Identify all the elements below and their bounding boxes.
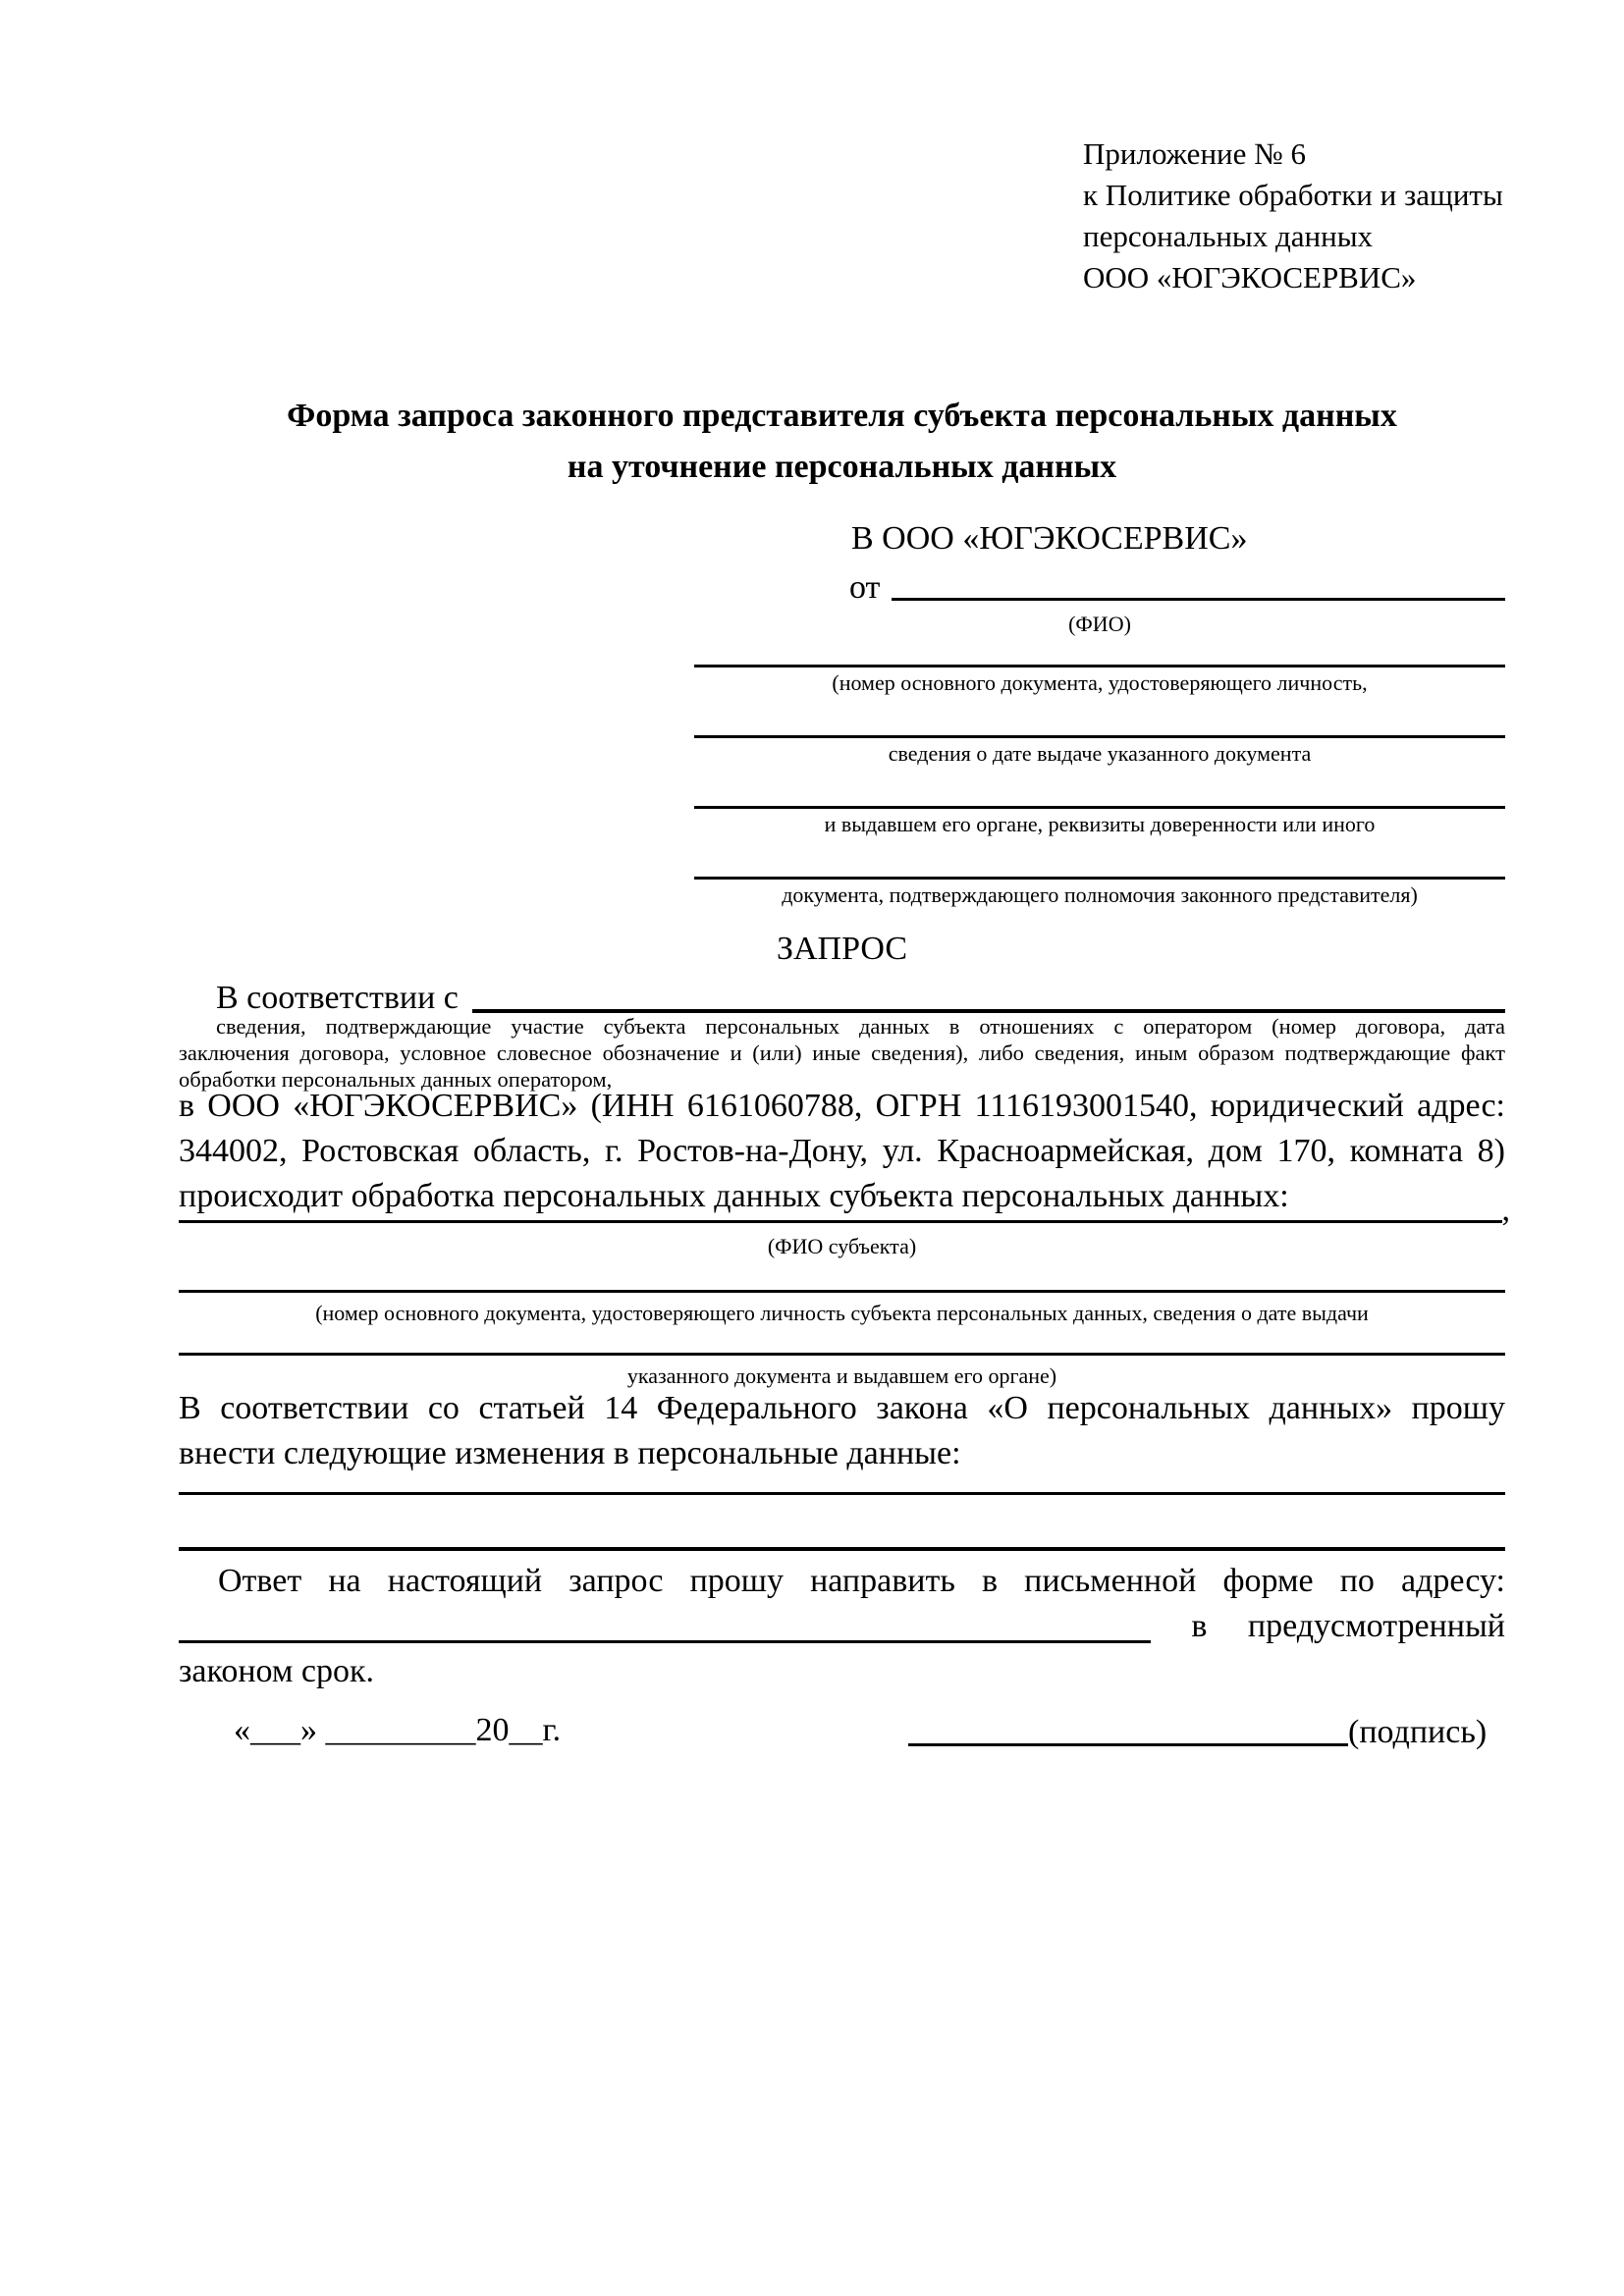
- form-title-line-2: на уточнение персональных данных: [567, 449, 1117, 485]
- response-paragraph: [179, 1559, 1505, 1694]
- appendix-line-4: ООО «ЮГЭКОСЕРВИС»: [1083, 260, 1417, 294]
- appendix-line-2: к Политике обработки и защиты: [1083, 178, 1503, 212]
- operator-line-2: 344002, Ростовская область, г. Ростов-на-Дону, ул. Красноармейская, дом 170, комната 8): [179, 1133, 1505, 1169]
- response-line-1: Ответ на настоящий запрос прошу направить в письменной форме по адресу:: [218, 1563, 1505, 1599]
- subject-fio-row: [179, 1190, 1510, 1229]
- article-line-2: внести следующие изменения в персональные данные:: [179, 1435, 961, 1471]
- response-line-3: законом срок.: [179, 1653, 374, 1689]
- appendix-line-1: Приложение № 6: [1083, 136, 1306, 171]
- response-word-predusmotrenny: предусмотренный: [1247, 1608, 1505, 1644]
- representative-fio-blank-field: [892, 598, 1505, 601]
- subject-fio-blank-field: [179, 1220, 1502, 1223]
- signature-blank-field: [908, 1743, 1348, 1746]
- changes-blank-field-1: [179, 1492, 1505, 1495]
- representative-doc-row-2: [694, 707, 1505, 766]
- request-heading: ЗАПРОС: [776, 931, 908, 967]
- signature-caption: (подпись): [1348, 1714, 1488, 1750]
- accordance-label: В соответствии с: [216, 980, 459, 1016]
- subject-doc-blank-field-1: [179, 1290, 1505, 1293]
- subject-fio-caption: (ФИО субъекта): [767, 1234, 917, 1258]
- article-line-1: В соответствии со статьей 14 Федерального закона «О персональных данных» прошу: [179, 1390, 1505, 1426]
- operator-line-1: в ООО «ЮГЭКОСЕРВИС» (ИНН 6161060788, ОГРН 1116193001540, юридический адрес:: [179, 1088, 1505, 1124]
- operator-line-3: происходит обработка персональных данных субъекта персональных данных:: [179, 1178, 1289, 1214]
- addressee-from-row: [694, 565, 1505, 607]
- appendix-line-3: персональных данных: [1083, 219, 1374, 253]
- representative-doc-row-1: [694, 636, 1505, 695]
- subject-doc-blank-field-2: [179, 1353, 1505, 1356]
- accordance-row: [179, 976, 1505, 1017]
- footnote-line-1: сведения, подтверждающие участие субъекта персональных данных в отношениях с оператором (номер договора, дата: [216, 1014, 1505, 1039]
- addressee-block: [694, 516, 1505, 919]
- response-address-blank-field: [179, 1640, 1151, 1643]
- representative-doc-blank-field-4: [694, 848, 1505, 880]
- addressee-to: В ООО «ЮГЭКОСЕРВИС»: [851, 520, 1248, 557]
- signature-row: [908, 1710, 1487, 1751]
- representative-doc-caption-1: (номер основного документа, удостоверяющего личность,: [832, 670, 1368, 695]
- response-word-v: в: [1191, 1608, 1208, 1644]
- from-label: от: [849, 569, 881, 606]
- response-line-2: [179, 1604, 1505, 1649]
- date-field: «___» _________20__г.: [234, 1712, 562, 1748]
- subject-fio-comma: ,: [1501, 1192, 1510, 1228]
- representative-doc-blank-field-2: [694, 707, 1505, 738]
- fio-caption: (ФИО): [1068, 612, 1131, 636]
- representative-doc-caption-4: документа, подтверждающего полномочия законного представителя): [782, 882, 1418, 907]
- appendix-header: [1083, 133, 1503, 298]
- representative-doc-caption-2: сведения о дате выдаче указанного документа: [888, 741, 1312, 766]
- representative-doc-blank-field-3: [694, 777, 1505, 809]
- footnote-line-2: заключения договора, условное словесное обозначение и (или) иные сведения), либо сведения, иным образом подтверждающие факт: [179, 1041, 1505, 1065]
- footnote-paragraph: [179, 1013, 1505, 1093]
- subject-doc-caption-1: (номер основного документа, удостоверяющего личность субъекта персональных данных, сведения о дате выдачи: [315, 1301, 1369, 1325]
- subject-doc-caption-2: указанного документа и выдавшем его органе): [626, 1363, 1057, 1388]
- article-paragraph: [179, 1386, 1505, 1476]
- footnote-line-3: обработки персональных данных оператором,: [179, 1067, 613, 1092]
- representative-doc-row-3: [694, 777, 1505, 836]
- representative-doc-blank-field-1: [694, 636, 1505, 667]
- changes-blank-field-2: [179, 1547, 1505, 1551]
- form-title-line-1: Форма запроса законного представителя субъекта персональных данных: [287, 398, 1397, 434]
- representative-doc-caption-3: и выдавшем его органе, реквизиты доверенности или иного: [824, 812, 1376, 836]
- form-title: [179, 391, 1505, 493]
- representative-doc-row-4: [694, 848, 1505, 907]
